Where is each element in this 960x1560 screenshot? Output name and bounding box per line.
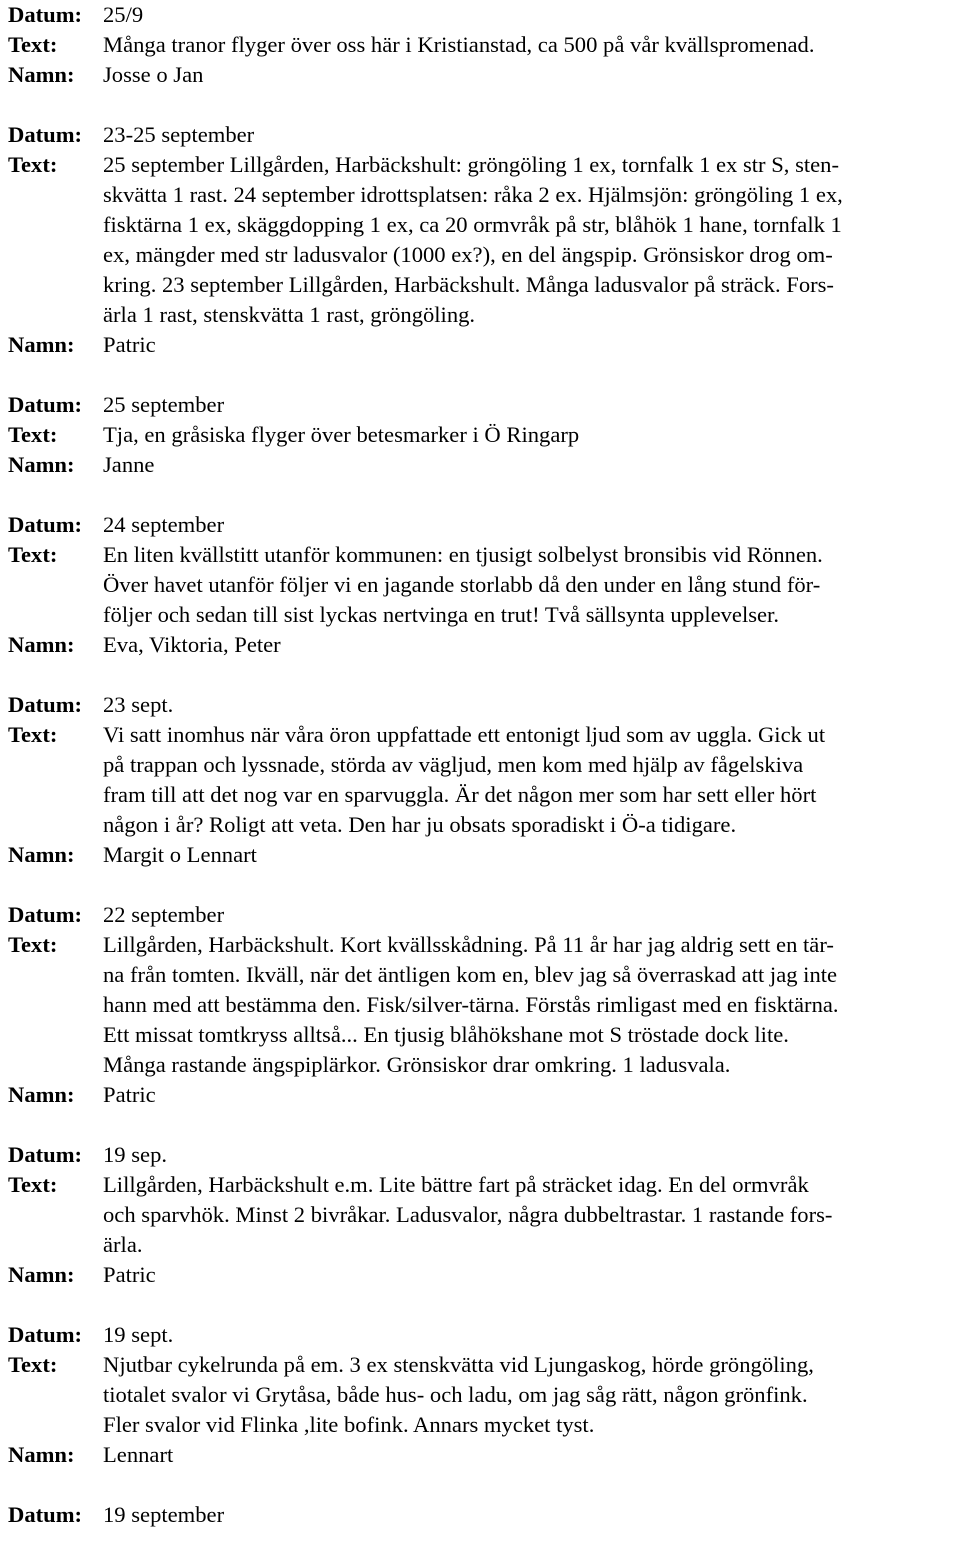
datum-row [8, 120, 956, 150]
namn-label: Namn: [8, 842, 75, 867]
datum-row [8, 1500, 956, 1530]
datum-value: 25/9 [103, 2, 144, 27]
datum-value: 25 september [103, 392, 225, 417]
text-value: Lillgården, Harbäckshult e.m. Lite bättre fart på sträcket idag. En del ormvråk och sparvhök. Minst 2 bivråkar. Ladusvalor, några dubbeltrastar. 1 rastande fors- ärla. [103, 1172, 833, 1257]
text-row [8, 1170, 956, 1260]
namn-row [8, 630, 956, 660]
text-value: En liten kvällstitt utanför kommunen: en tjusigt solbelyst bronsibis vid Rönnen. Över havet utanför följer vi en jagande storlabb då den under en lång stund för- följer och sedan till sist lyckas nertvinga en trut! Två sällsynta upplevelser. [103, 542, 823, 627]
text-value: Tja, en gråsiska flyger över betesmarker i Ö Ringarp [103, 422, 580, 447]
entry [8, 0, 956, 90]
namn-label: Namn: [8, 62, 75, 87]
namn-row [8, 450, 956, 480]
text-row [8, 1350, 956, 1440]
text-label: Text: [8, 32, 58, 57]
datum-row [8, 510, 956, 540]
datum-label: Datum: [8, 1322, 83, 1347]
datum-row [8, 1320, 956, 1350]
datum-row [8, 0, 956, 30]
datum-row [8, 900, 956, 930]
entry [8, 690, 956, 870]
entry [8, 1140, 956, 1290]
namn-value: Patric [103, 332, 156, 357]
datum-label: Datum: [8, 902, 83, 927]
text-row [8, 930, 956, 1080]
text-label: Text: [8, 542, 58, 567]
datum-value: 19 sep. [103, 1142, 168, 1167]
text-value: 25 september Lillgården, Harbäckshult: gröngöling 1 ex, tornfalk 1 ex str S, sten- skvätta 1 rast. 24 september idrottsplatsen: råka 2 ex. Hjälmsjön: gröngöling 1 ex, fisktärna 1 ex, skäggdopping 1 ex, ca 20 ormvråk på str, blåhök 1 hane, tornfalk 1 ex, mängder med str ladusvalor (1000 ex?), en del ängspip. Grönsiskor drog om- kring. 23 september Lillgården, Harbäckshult. Många ladusvalor på sträck. Fors- ärla 1 rast, stenskvätta 1 rast, gröngöling. [103, 152, 843, 327]
datum-value: 24 september [103, 512, 225, 537]
datum-label: Datum: [8, 512, 83, 537]
text-value: Lillgården, Harbäckshult. Kort kvällsskådning. På 11 år har jag aldrig sett en tär- na från tomten. Ikväll, när det äntligen kom en, blev jag så överraskad att jag inte hann med att bestämma den. Fisk/silver-tärna. Förstås rimligast med en fisktärna. Ett missat tomtkryss alltså... En tjusig blåhökshane mot S tröstade dock lite. Många rastande ängspiplärkor. Grönsiskor drar omkring. 1 ladusvala. [103, 932, 839, 1077]
namn-row [8, 1080, 956, 1110]
datum-label: Datum: [8, 122, 83, 147]
text-row [8, 720, 956, 840]
datum-row [8, 390, 956, 420]
text-row [8, 30, 956, 60]
namn-label: Namn: [8, 1442, 75, 1467]
text-label: Text: [8, 722, 58, 747]
namn-label: Namn: [8, 332, 75, 357]
datum-value: 19 sept. [103, 1322, 174, 1347]
text-value: Vi satt inomhus när våra öron uppfattade ett entonigt ljud som av uggla. Gick ut på trappan och lyssnade, störda av vägljud, men kom med hjälp av fågelskiva fram till att det nog var en sparvuggla. Är det någon mer som har sett eller hört någon i år? Roligt att veta. Den har ju obsats sporadiskt i Ö-a tidigare. [103, 722, 826, 837]
namn-row [8, 1440, 956, 1470]
entry [8, 510, 956, 660]
document-page [8, 0, 956, 1560]
datum-label: Datum: [8, 1502, 83, 1527]
namn-label: Namn: [8, 452, 75, 477]
namn-row [8, 1260, 956, 1290]
namn-label: Namn: [8, 1082, 75, 1107]
entry [8, 900, 956, 1110]
text-row [8, 540, 956, 630]
datum-value: 23 sept. [103, 692, 174, 717]
entry [8, 390, 956, 480]
namn-value: Patric [103, 1082, 156, 1107]
namn-value: Eva, Viktoria, Peter [103, 632, 281, 657]
text-row [8, 150, 956, 330]
datum-label: Datum: [8, 2, 83, 27]
text-value: Njutbar cykelrunda på em. 3 ex stenskvätta vid Ljungaskog, hörde gröngöling, tiotalet svalor vi Grytåsa, både hus- och ladu, om jag såg rätt, någon grönfink. Fler svalor vid Flinka ,lite bofink. Annars mycket tyst. [103, 1352, 814, 1437]
entry [8, 1320, 956, 1470]
text-row [8, 420, 956, 450]
datum-row [8, 1140, 956, 1170]
entry [8, 120, 956, 360]
text-label: Text: [8, 1352, 58, 1377]
namn-value: Patric [103, 1262, 156, 1287]
text-label: Text: [8, 932, 58, 957]
namn-row [8, 60, 956, 90]
datum-value: 22 september [103, 902, 225, 927]
datum-label: Datum: [8, 1142, 83, 1167]
text-label: Text: [8, 152, 58, 177]
namn-row [8, 840, 956, 870]
entry [8, 1500, 956, 1530]
namn-value: Josse o Jan [103, 62, 204, 87]
text-label: Text: [8, 422, 58, 447]
namn-row [8, 330, 956, 360]
namn-label: Namn: [8, 632, 75, 657]
text-label: Text: [8, 1172, 58, 1197]
namn-value: Margit o Lennart [103, 842, 257, 867]
datum-label: Datum: [8, 692, 83, 717]
namn-value: Lennart [103, 1442, 174, 1467]
namn-label: Namn: [8, 1262, 75, 1287]
datum-value: 19 september [103, 1502, 225, 1527]
datum-row [8, 690, 956, 720]
datum-value: 23-25 september [103, 122, 255, 147]
namn-value: Janne [103, 452, 155, 477]
text-value: Många tranor flyger över oss här i Kristianstad, ca 500 på vår kvällspromenad. [103, 32, 815, 57]
datum-label: Datum: [8, 392, 83, 417]
